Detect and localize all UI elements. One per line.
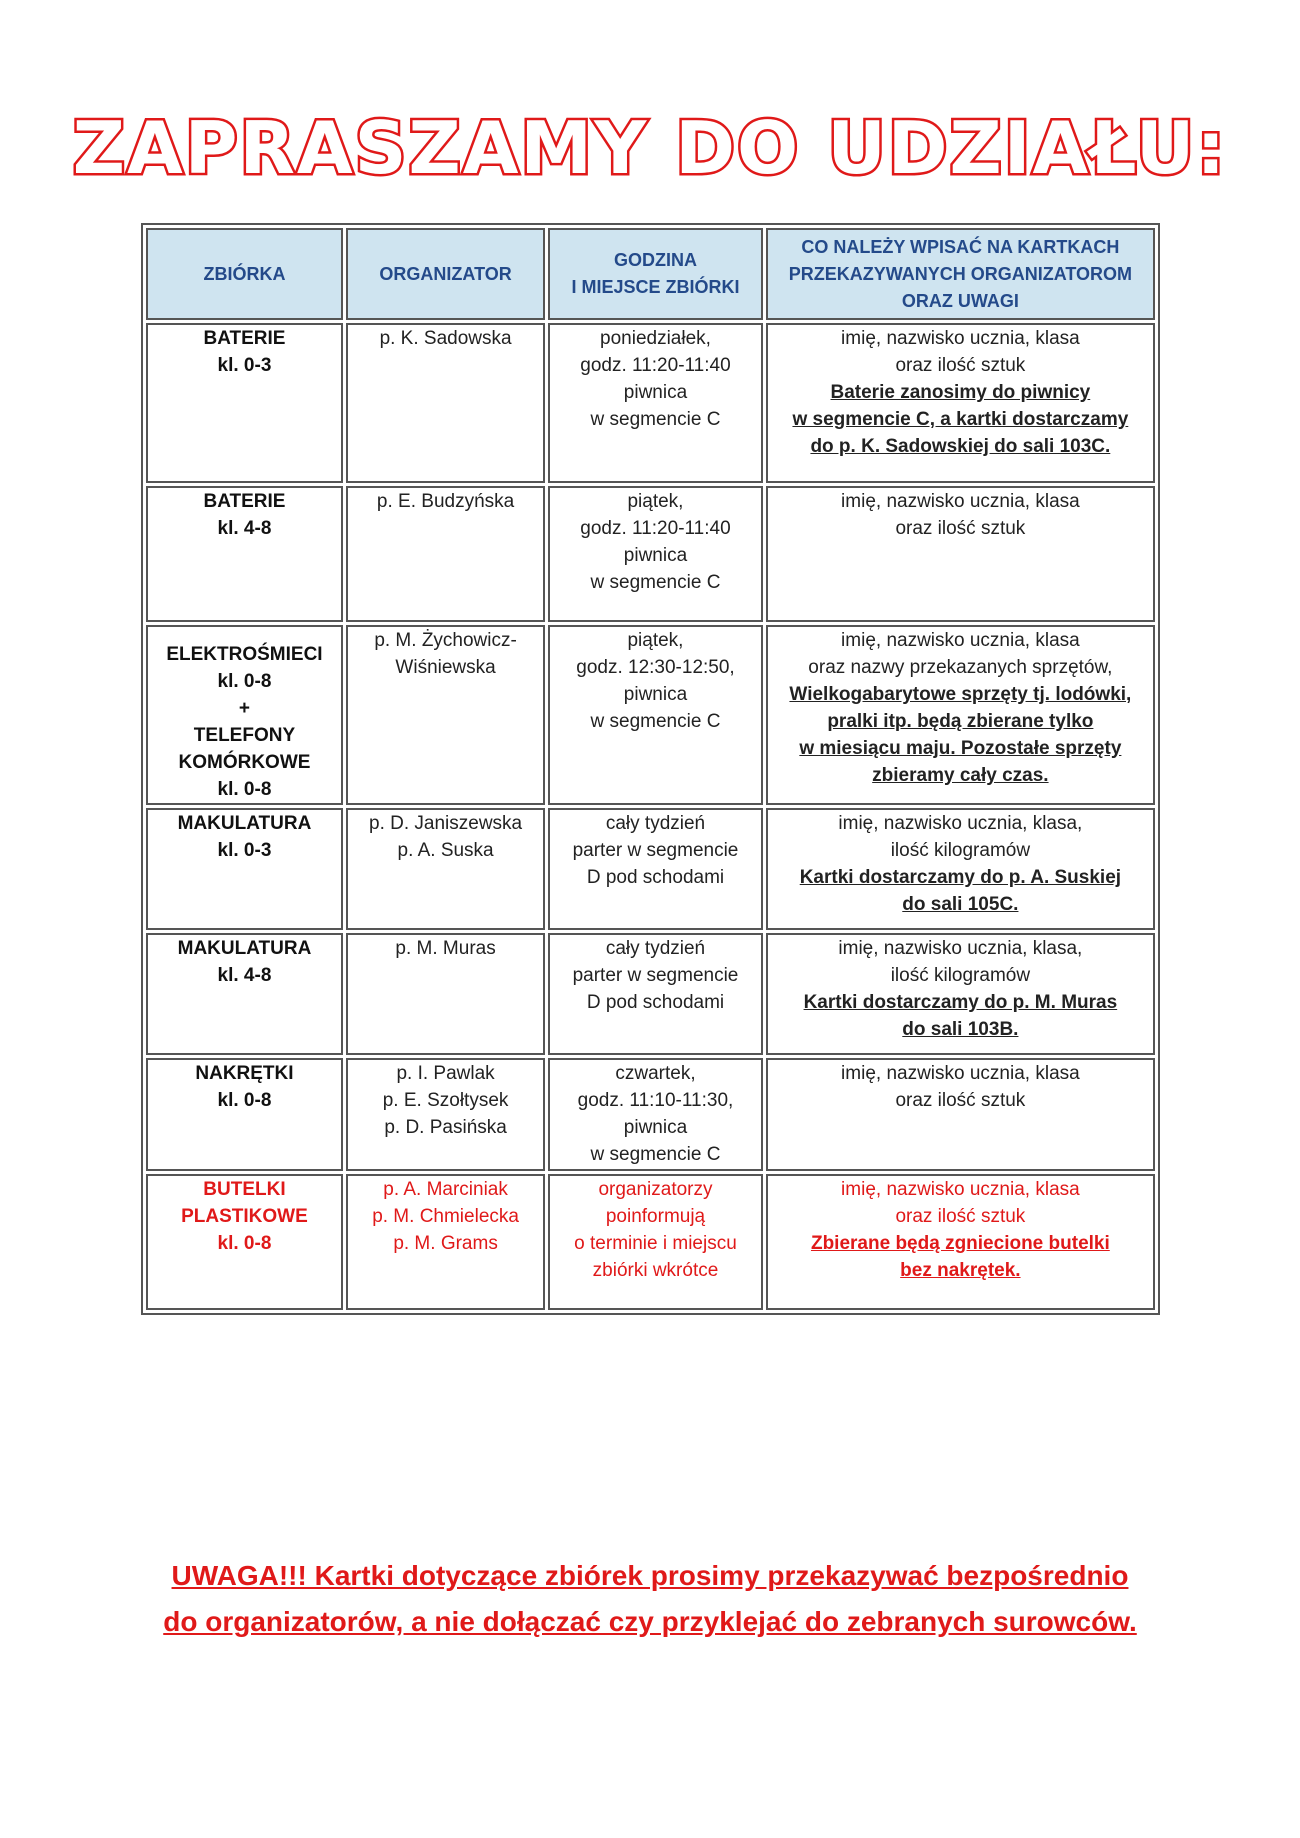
cell-text: ELEKTROŚMIECI (166, 644, 323, 665)
cell-text: godz. 12:30-12:50, (576, 657, 735, 678)
table-row (146, 808, 1155, 930)
cell-uwagi (766, 323, 1155, 483)
cell-uwagi (766, 1058, 1155, 1171)
cell-emphasis-text: w segmencie C, a kartki dostarczamy (792, 409, 1129, 430)
header-text: GODZINA (613, 250, 697, 270)
cell-text: imię, nazwisko ucznia, klasa, (838, 938, 1083, 959)
cell-organizator (346, 1174, 545, 1310)
cell-text: p. E. Budzyńska (376, 491, 515, 512)
cell-uwagi (766, 486, 1155, 622)
cell-zbiorka (146, 1058, 343, 1171)
cell-godzina (548, 625, 763, 805)
cell-text: imię, nazwisko ucznia, klasa (841, 491, 1080, 512)
cell-text: poniedziałek, (600, 328, 711, 349)
cell-text: w segmencie C (590, 1144, 721, 1165)
cell-text: kl. 0-8 (217, 1233, 272, 1254)
cell-text: kl. 4-8 (217, 965, 272, 986)
cell-text: + (238, 698, 251, 719)
cell-godzina (548, 323, 763, 483)
cell-text: BATERIE (203, 491, 286, 512)
cell-text: p. I. Pawlak (396, 1063, 495, 1084)
cell-organizator (346, 323, 545, 483)
cell-text: BATERIE (203, 328, 286, 349)
cell-text: organizatorzy (598, 1179, 713, 1200)
warning-note-line: UWAGA!!! Kartki dotyczące zbiórek prosimy przekazywać bezpośrednio (171, 1560, 1129, 1591)
cell-organizator (346, 1058, 545, 1171)
header-text: ORAZ UWAGI (901, 290, 1019, 311)
table-row (146, 625, 1155, 805)
warning-note (0, 1553, 1300, 1645)
table-row (146, 1058, 1155, 1171)
cell-emphasis-text: do sali 103B. (902, 1019, 1019, 1040)
cell-text: czwartek, (615, 1063, 696, 1084)
table-row (146, 323, 1155, 483)
cell-text: p. M. Grams (393, 1233, 498, 1254)
cell-text: piątek, (627, 491, 684, 512)
header-text: ORGANIZATOR (379, 263, 512, 284)
cell-text: ilość kilogramów (890, 840, 1031, 861)
cell-uwagi (766, 625, 1155, 805)
cell-text: kl. 4-8 (217, 518, 272, 539)
cell-text: p. M. Żychowicz- (374, 630, 517, 651)
cell-text: poinformują (605, 1206, 706, 1227)
cell-text: MAKULATURA (177, 813, 312, 834)
cell-text: p. A. Marciniak (383, 1179, 508, 1200)
cell-text: w segmencie C (590, 409, 721, 430)
cell-text: w segmencie C (590, 572, 721, 593)
table-row (146, 486, 1155, 622)
cell-emphasis-text: w miesiącu maju. Pozostałe sprzęty (799, 738, 1122, 759)
cell-text: o terminie i miejscu (574, 1233, 737, 1254)
cell-zbiorka (146, 808, 343, 930)
page-title: ZAPRASZAMY DO UDZIAŁU: (72, 106, 1228, 190)
cell-uwagi (766, 808, 1155, 930)
cell-organizator (346, 808, 545, 930)
cell-organizator (346, 933, 545, 1055)
cell-text: kl. 0-8 (217, 1090, 272, 1111)
cell-text: piątek, (627, 630, 684, 651)
cell-emphasis-text: Zbierane będą zgniecione butelki (810, 1233, 1110, 1254)
cell-text: D pod schodami (586, 992, 725, 1013)
cell-text: oraz ilość sztuk (895, 518, 1026, 539)
cell-organizator (346, 486, 545, 622)
cell-text: p. D. Janiszewska (369, 813, 523, 834)
cell-text: p. E. Szołtysek (382, 1090, 509, 1111)
cell-emphasis-text: Baterie zanosimy do piwnicy (830, 382, 1091, 403)
header-organizator (346, 228, 545, 320)
cell-text: parter w segmencie (572, 840, 739, 861)
cell-zbiorka (146, 486, 343, 622)
cell-emphasis-text: Kartki dostarczamy do p. M. Muras (803, 992, 1118, 1013)
table-row (146, 933, 1155, 1055)
header-text: PRZEKAZYWANYCH ORGANIZATOROM (788, 263, 1133, 284)
cell-text: godz. 11:20-11:40 (580, 518, 731, 539)
cell-text: MAKULATURA (177, 938, 312, 959)
cell-text: ilość kilogramów (890, 965, 1031, 986)
cell-text: p. K. Sadowska (379, 328, 512, 349)
cell-text: BUTELKI (203, 1179, 286, 1200)
cell-text: kl. 0-3 (217, 355, 272, 376)
cell-text: piwnica (623, 1117, 688, 1138)
cell-emphasis-text: Kartki dostarczamy do p. A. Suskiej (799, 867, 1122, 888)
cell-zbiorka (146, 933, 343, 1055)
header-text: I MIEJSCE ZBIÓRKI (571, 277, 740, 297)
cell-text: imię, nazwisko ucznia, klasa (841, 328, 1080, 349)
cell-emphasis-text: Wielkogabarytowe sprzęty tj. lodówki, (789, 684, 1132, 705)
cell-emphasis-text: zbieramy cały czas. (872, 765, 1049, 786)
header-zbiorka (146, 228, 343, 320)
cell-godzina (548, 933, 763, 1055)
cell-text: piwnica (623, 545, 688, 566)
cell-emphasis-text: bez nakrętek. (900, 1260, 1021, 1281)
table-row (146, 1174, 1155, 1310)
cell-text: parter w segmencie (572, 965, 739, 986)
cell-zbiorka (146, 1174, 343, 1310)
cell-godzina (548, 808, 763, 930)
cell-text: godz. 11:20-11:40 (580, 355, 731, 376)
cell-text: oraz ilość sztuk (895, 1090, 1026, 1111)
cell-uwagi (766, 933, 1155, 1055)
warning-note-line: do organizatorów, a nie dołączać czy przyklejać do zebranych surowców. (163, 1606, 1137, 1637)
cell-godzina (548, 1174, 763, 1310)
cell-text: piwnica (623, 684, 688, 705)
header-uwagi (766, 228, 1155, 320)
cell-emphasis-text: do p. K. Sadowskiej do sali 103C. (810, 436, 1111, 457)
cell-text: oraz ilość sztuk (895, 355, 1026, 376)
cell-text: imię, nazwisko ucznia, klasa, (838, 813, 1083, 834)
cell-text: NAKRĘTKI (195, 1063, 294, 1084)
cell-text: p. A. Suska (397, 840, 494, 861)
header-text: ZBIÓRKA (203, 263, 286, 284)
cell-text: p. M. Muras (395, 938, 496, 959)
cell-text: Wiśniewska (395, 657, 496, 678)
cell-text: D pod schodami (586, 867, 725, 888)
cell-text: KOMÓRKOWE (178, 752, 311, 773)
cell-text: imię, nazwisko ucznia, klasa (841, 630, 1080, 651)
cell-text: oraz ilość sztuk (895, 1206, 1026, 1227)
cell-text: PLASTIKOWE (181, 1206, 308, 1227)
cell-godzina (548, 1058, 763, 1171)
cell-text: p. D. Pasińska (384, 1117, 507, 1138)
table-header-row (146, 228, 1155, 320)
cell-text: imię, nazwisko ucznia, klasa (841, 1063, 1080, 1084)
header-godzina (548, 228, 763, 320)
cell-godzina (548, 486, 763, 622)
cell-text: kl. 0-8 (217, 671, 272, 692)
cell-zbiorka (146, 625, 343, 805)
header-text: CO NALEŻY WPISAĆ NA KARTKACH (801, 236, 1120, 257)
cell-emphasis-text: do sali 105C. (902, 894, 1019, 915)
cell-text: cały tydzień (605, 938, 706, 959)
cell-text: TELEFONY (193, 725, 296, 746)
cell-text: cały tydzień (605, 813, 706, 834)
cell-text: piwnica (623, 382, 688, 403)
cell-text: p. M. Chmielecka (372, 1206, 519, 1227)
cell-emphasis-text: pralki itp. będą zbierane tylko (827, 711, 1094, 732)
collections-table (141, 223, 1160, 1315)
cell-text: imię, nazwisko ucznia, klasa (841, 1179, 1080, 1200)
cell-text: kl. 0-8 (217, 779, 272, 800)
cell-zbiorka (146, 323, 343, 483)
cell-organizator (346, 625, 545, 805)
cell-text: zbiórki wkrótce (592, 1260, 719, 1281)
cell-text: oraz nazwy przekazanych sprzętów, (808, 657, 1113, 678)
cell-text: kl. 0-3 (217, 840, 272, 861)
cell-uwagi (766, 1174, 1155, 1310)
cell-text: w segmencie C (590, 711, 721, 732)
cell-text: godz. 11:10-11:30, (577, 1090, 734, 1111)
